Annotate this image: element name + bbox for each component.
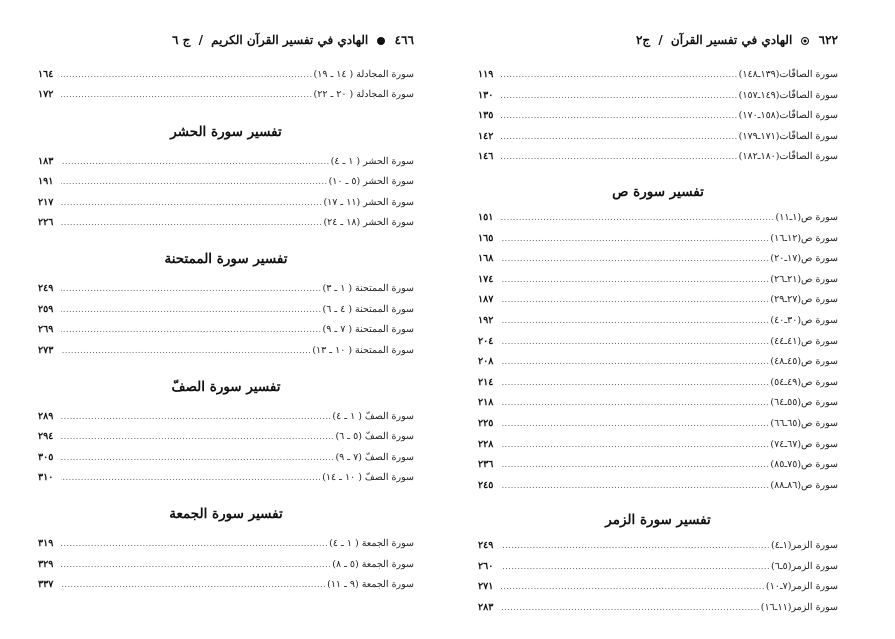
leader-dots [61,427,334,447]
toc-entry[interactable] [478,373,838,394]
entry-page: ٢٢٥ [478,417,494,429]
leader-dots [501,332,769,353]
leader-dots [501,598,760,619]
volume-label: ج٢ [635,33,651,47]
toc-entry[interactable] [38,341,414,361]
entry-label: سورة الممتحنة ( ٤ ـ ٦) [322,303,414,315]
toc-entry[interactable] [38,85,414,105]
leader-dots [61,575,326,595]
entry-label: سورة الصافّات(١٥٨ـ١٧٠) [738,110,838,122]
toc-entry[interactable] [478,476,838,497]
right-page [478,0,838,639]
entry-label: سورة الصفّ (٥ ـ ٦) [335,431,414,443]
entry-page: ١٧٤ [478,273,494,285]
entry-page: ٢٦٠ [478,560,494,572]
entry-page: ٣٢٩ [38,558,54,570]
leader-dots [61,468,321,488]
leader-dots [61,193,322,213]
toc-entry[interactable] [38,65,414,85]
entry-page: ٢٤٩ [478,540,494,552]
leader-dots [501,352,769,373]
toc-content [478,65,838,619]
leader-dots [501,106,738,127]
entry-page: ١٦٥ [478,232,494,244]
toc-entry[interactable] [478,229,838,250]
entry-label: سورة الحشر (٥ ـ ١٠) [328,176,414,188]
entry-page: ١١٩ [478,69,494,80]
entry-label: سورة الممتحنة ( ٧ ـ ٩) [322,324,414,336]
toc-entry[interactable] [38,193,414,213]
section-title: تفسير سورة الزمر [605,512,711,529]
entry-page: ٢٠٨ [478,356,494,368]
entry-label: سورة الصافّات(١٤٩ـ١٥٧) [738,89,838,101]
entry-label: سورة الجمعة (٩ ـ ١١) [327,579,414,591]
ring-dot-icon [801,37,809,45]
bullet-icon [377,37,385,45]
entry-page: ١٣٥ [478,110,494,122]
toc-entry[interactable] [38,555,414,575]
entry-label: سورة الحشر ( ١ ـ ٤) [330,155,414,167]
entry-label: سورة الصافّات(١٧١ـ١٧٩) [738,130,838,142]
toc-entry[interactable] [478,127,838,148]
entry-label: سورة الزمر(٧ـ١٠) [765,581,838,593]
leader-dots [501,557,770,578]
leader-dots [501,577,765,598]
running-head [172,33,414,47]
entry-label: سورة ص(٥٥ـ٦٤) [770,397,838,409]
section-title: تفسير سورة الجمعة [169,506,283,523]
entry-page: ٢١٧ [38,196,54,208]
entry-page: ٢٣٦ [478,459,494,471]
toc-entry[interactable] [478,598,838,619]
entry-page: ٢١٨ [478,397,494,409]
leader-dots [501,536,770,557]
entry-label: سورة ص(٢١ـ٢٦) [770,273,838,285]
entry-page: ١٧٢ [38,89,54,101]
toc-entry[interactable] [478,249,838,270]
leader-dots [61,213,322,233]
section-title: تفسير سورة الحشر [170,123,282,140]
entry-label: سورة الصافّات(١٨٠ـ١٨٢) [738,151,838,163]
separator: / [658,33,663,47]
entry-label: سورة الحشر (١٨ ـ ٢٤) [323,216,414,228]
toc-entry[interactable] [478,86,838,107]
section-title: تفسير سورة الصفّ [171,378,281,395]
separator: / [198,33,203,47]
entry-label: سورة ص(٦٥ـ٦٦) [770,417,838,429]
entry-page: ٢٧٣ [38,344,54,356]
leader-dots [61,65,313,85]
leader-dots [61,300,322,320]
leader-dots [61,341,311,361]
toc-entry[interactable] [478,311,838,332]
leader-dots [61,85,313,105]
entry-label: سورة ص(١٢ـ١٦) [770,232,838,244]
entry-label: سورة ص(١٧ـ٢٠) [770,253,838,265]
leader-dots [501,127,738,148]
toc-entry[interactable] [478,290,838,311]
entry-page: ٣٠٥ [38,451,54,463]
entry-page: ٢٩٤ [38,431,54,443]
book-title: الهادي في تفسير القرآن الكريم [211,33,369,47]
leader-dots [501,435,769,456]
toc-entry[interactable] [38,448,414,468]
entry-label: سورة الممتحنة ( ١ ـ ٣) [322,283,414,295]
section-title: تفسير سورة الممتحنة [164,251,288,268]
toc-entry[interactable] [38,279,414,299]
entry-label: سورة الممتحنة ( ١٠ ـ ١٣) [312,344,414,356]
leader-dots [501,311,769,332]
toc-entry[interactable] [478,270,838,291]
leader-dots [501,208,775,229]
volume-label: ج ٦ [172,33,191,47]
toc-entry[interactable] [478,352,838,373]
entry-label: سورة الصافّات(١٣٩ـ١٤٨) [738,69,838,80]
toc-entry[interactable] [478,577,838,598]
entry-page: ١٣٠ [478,89,494,101]
entry-page: ٢٠٤ [478,335,494,347]
leader-dots [61,534,328,554]
toc-entry[interactable] [478,106,838,127]
entry-label: سورة ص(٢٧ـ٢٩) [770,294,838,306]
entry-label: سورة الزمر(١١ـ١٦) [760,602,838,614]
toc-entry[interactable] [478,147,838,168]
toc-entry[interactable] [478,208,838,229]
entry-page: ٣٣٧ [38,579,54,591]
leader-dots [61,279,322,299]
entry-page: ١٩١ [38,176,54,188]
entry-label: سورة الجمعة ( ١ ـ ٤) [329,538,414,550]
entry-label: سورة الصفّ (٧ ـ ٩) [335,451,414,463]
leader-dots [501,65,738,86]
leader-dots [61,320,322,340]
entry-label: سورة ص(١ـ١١) [775,211,838,223]
entry-page: ٢٢٨ [478,438,494,450]
leader-dots [501,249,769,270]
book-title: الهادي في تفسير القرآن [670,33,793,47]
leader-dots [501,147,738,168]
entry-label: سورة الصفّ ( ١ ـ ٤) [332,410,414,422]
entry-page: ٣١٠ [38,472,54,484]
toc-entry[interactable] [38,172,414,192]
entry-label: سورة الحشر (١١ ـ ١٧) [323,196,414,208]
entry-label: سورة ص(٦٧ـ٧٤) [770,438,838,450]
leader-dots [61,448,334,468]
page-number: ٦٢٢ [818,33,838,47]
entry-label: سورة المجادلة ( ٢٠ ـ ٢٢) [313,89,414,101]
entry-page: ٢٢٦ [38,216,54,228]
entry-label: سورة ص(٣٠ـ٤٠) [770,314,838,326]
toc-entry[interactable] [38,468,414,488]
toc-entry[interactable] [38,152,414,172]
toc-entry[interactable] [38,534,414,554]
entry-page: ٢٤٥ [478,479,494,491]
entry-label: سورة ص(٤١ـ٤٤) [770,335,838,347]
toc-entry[interactable] [478,455,838,476]
entry-label: سورة الجمعة (٥ ـ ٨) [332,558,414,570]
leader-dots [501,455,769,476]
toc-entry[interactable] [478,435,838,456]
leader-dots [501,270,769,291]
toc-entry[interactable] [38,575,414,595]
left-page [38,0,414,639]
toc-content [38,65,414,596]
entry-page: ١٨٧ [478,294,494,306]
toc-entry[interactable] [478,414,838,435]
entry-label: سورة الصفّ ( ١٠ ـ ١٤) [322,472,414,484]
section-title: تفسير سورة ص [612,183,704,200]
entry-page: ٢١٤ [478,376,494,388]
leader-dots [61,152,330,172]
leader-dots [61,407,331,427]
toc-entry[interactable] [38,427,414,447]
leader-dots [501,393,769,414]
entry-page: ١٤٦ [478,151,494,163]
leader-dots [501,229,769,250]
entry-page: ١٤٢ [478,130,494,142]
entry-label: سورة ص(٨٦ـ٨٨) [770,479,838,491]
entry-label: سورة ص(٤٥ـ٤٨) [770,356,838,368]
toc-entry[interactable] [478,393,838,414]
running-head [636,33,838,47]
entry-page: ٢٦٩ [38,324,54,336]
leader-dots [501,414,769,435]
entry-page: ٢٧١ [478,581,494,593]
entry-page: ١٨٣ [38,155,54,167]
entry-page: ١٩٢ [478,314,494,326]
toc-entry[interactable] [478,557,838,578]
leader-dots [501,476,769,497]
entry-page: ٢٨٣ [478,602,494,614]
entry-page: ٢٤٩ [38,283,54,295]
toc-entry[interactable] [478,65,838,86]
entry-page: ١٦٨ [478,253,494,265]
toc-entry[interactable] [38,320,414,340]
leader-dots [61,172,328,192]
leader-dots [61,555,331,575]
entry-page: ٣١٩ [38,538,54,550]
leader-dots [501,290,769,311]
entry-label: سورة ص(٧٥ـ٨٥) [770,459,838,471]
entry-page: ٢٨٩ [38,410,54,422]
toc-entry[interactable] [38,300,414,320]
toc-entry[interactable] [38,407,414,427]
entry-page: ٢٥٩ [38,303,54,315]
leader-dots [501,86,738,107]
entry-page: ١٦٤ [38,69,54,80]
leader-dots [501,373,769,394]
page-number: ٤٦٦ [394,33,414,47]
toc-entry[interactable] [38,213,414,233]
entry-label: سورة الزمر(١ـ٤) [771,540,838,552]
toc-entry[interactable] [478,536,838,557]
entry-label: سورة الزمر(٥ـ٦) [771,560,838,572]
entry-label: سورة المجادلة ( ١٤ ـ ١٩) [313,69,414,80]
entry-page: ١٥١ [478,211,494,223]
entry-label: سورة ص(٤٩ـ٥٤) [770,376,838,388]
toc-entry[interactable] [478,332,838,353]
